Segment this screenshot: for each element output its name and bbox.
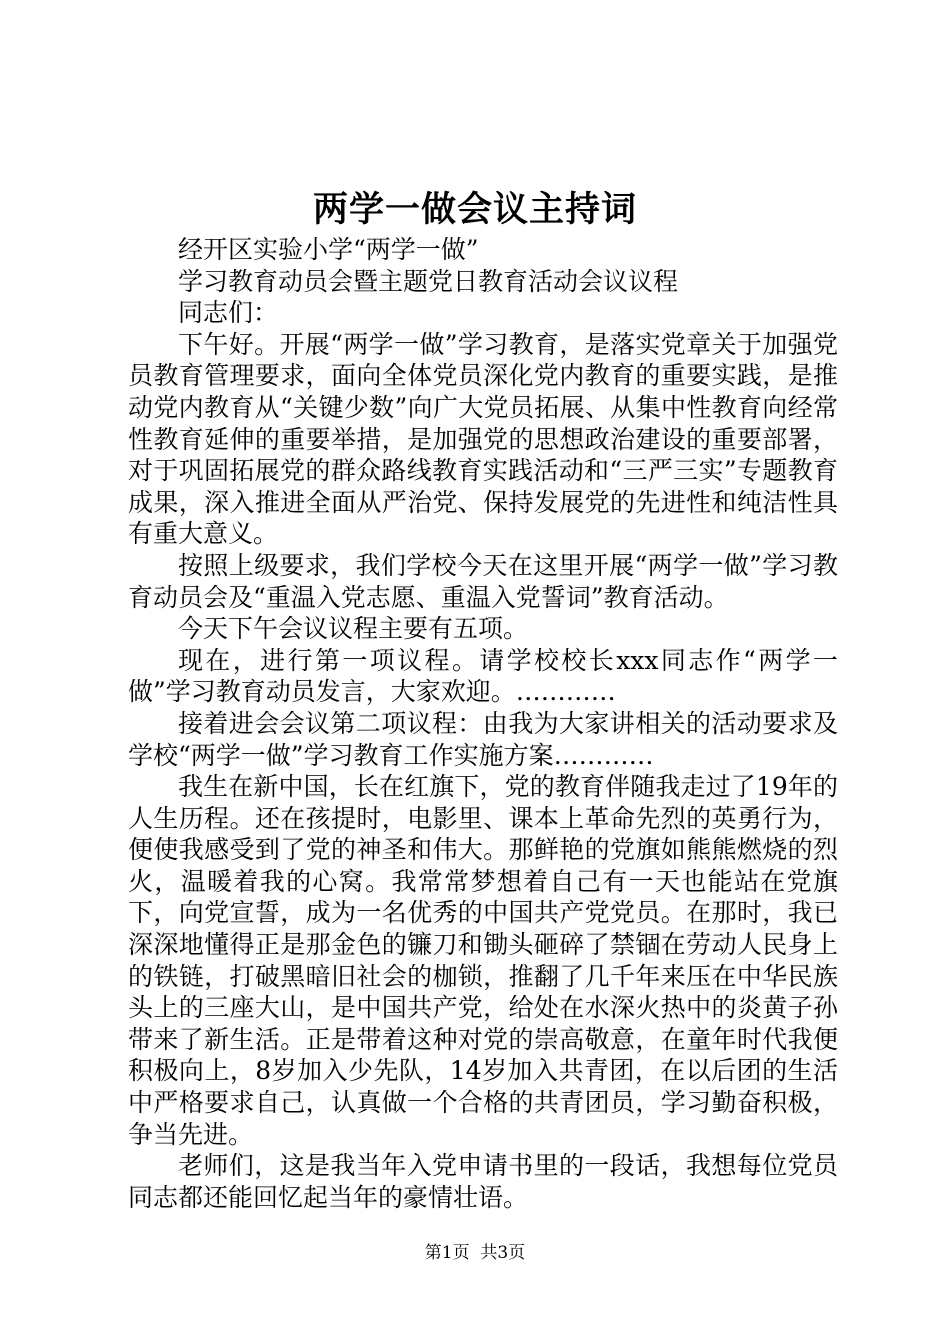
paragraph-agenda-item-2: 接着进会会议第二项议程：由我为大家讲相关的活动要求及学校“两学一做”学习教育工作实施方案………… [128, 708, 838, 770]
paragraph-closing-remark: 老师们，这是我当年入党申请书里的一段话，我想每位党员同志都还能回忆起当年的豪情壮语。 [128, 1151, 838, 1212]
page-footer [0, 1241, 950, 1265]
paragraph-agenda-item-1: 现在，进行第一项议程。请学校校长xxx同志作“两学一做”学习教育动员发言，大家欢迎。………… [128, 645, 838, 707]
paragraph-school-name: 经开区实验小学“两学一做” [178, 235, 479, 264]
paragraph-opening: 下午好。开展“两学一做”学习教育，是落实党章关于加强党员教育管理要求，面向全体党员深化党内教育的重要实践，是推动党内教育从“关键少数”向广大党员拓展、从集中性教育向经常性教育延伸的重要举措，是加强党的思想政治建设的重要部署，对于巩固拓展党的群众路线教育实践活动和“三严三实”专题教育成果，深入推进全面从严治党、保持发展党的先进性和纯洁性具有重大意义。 [128, 329, 838, 549]
paragraph-salutation: 同志们： [178, 298, 279, 328]
page-number-label: 第1页 共3页 [424, 1243, 526, 1263]
document-title: 两学一做会议主持词 [312, 189, 637, 230]
paragraph-application-excerpt: 我生在新中国，长在红旗下，党的教育伴随我走过了19年的人生历程。还在孩提时，电影里、课本上革命先烈的英勇行为，便使我感受到了党的神圣和伟大。那鲜艳的党旗如熊熊燃烧的烈火，温暖着我的心窝。我常常梦想着自己有一天也能站在党旗下，向党宣誓，成为一名优秀的中国共产党党员。在那时，我已深深地懂得正是那金色的镰刀和锄头砸碎了禁锢在劳动人民身上的铁链，打破黑暗旧社会的枷锁，推翻了几千年来压在中华民族头上的三座大山，是中国共产党，给处在水深火热中的炎黄子孙带来了新生活。正是带着这种对党的崇高敬意，在童年时代我便积极向上，8岁加入少先队，14岁加入共青团，在以后团的生活中严格要求自己，认真做一个合格的共青团员，学习勤奋积极，争当先进。 [128, 772, 838, 1149]
paragraph-purpose: 按照上级要求，我们学校今天在这里开展“两学一做”学习教育动员会及“重温入党志愿、重温入党誓词”教育活动。 [128, 550, 838, 612]
document-body [128, 234, 838, 1213]
paragraph-meeting-agenda-title: 学习教育动员会暨主题党日教育活动会议议程 [178, 266, 679, 296]
paragraph-agenda-count: 今天下午会议议程主要有五项。 [178, 614, 529, 644]
